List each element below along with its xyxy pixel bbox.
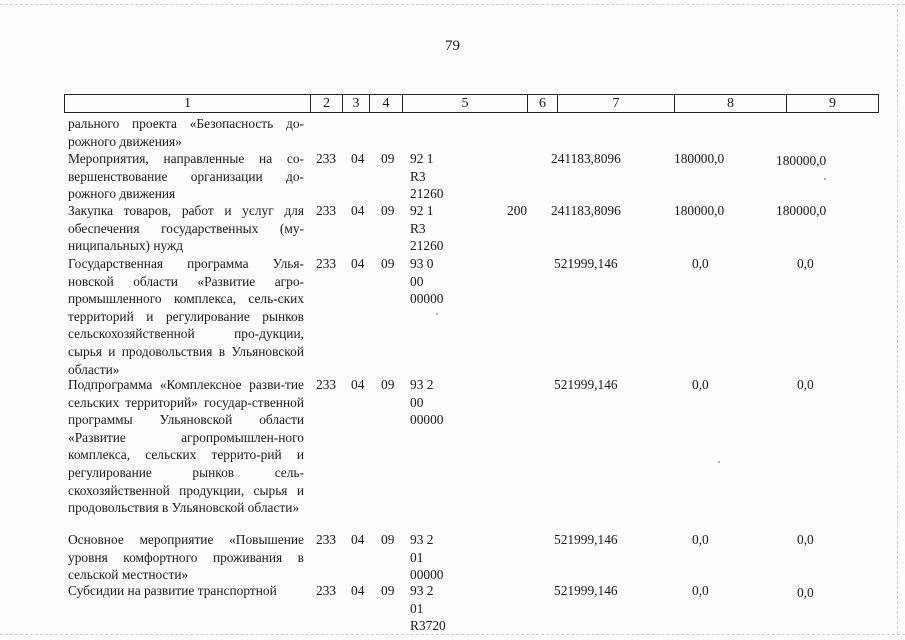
column-header-3: 3 (343, 95, 370, 113)
cell-col9: 0,0 (797, 532, 814, 547)
cell-col5: 93 2 01 R3720 (410, 583, 446, 634)
scan-speck (436, 313, 438, 315)
column-header-table (64, 94, 879, 113)
cell-col3: 04 (351, 256, 365, 271)
cell-col5: 93 2 00 00000 (410, 377, 444, 428)
cell-col2: 233 (316, 203, 337, 218)
cell-col4: 09 (381, 583, 395, 598)
cell-col9: 0,0 (797, 377, 814, 392)
cell-col7: 521999,146 (554, 583, 618, 598)
cell-col4: 09 (381, 151, 395, 166)
scan-speck (824, 178, 826, 180)
cell-col3: 04 (351, 203, 365, 218)
cell-col2: 233 (316, 151, 337, 166)
cell-col7: 521999,146 (554, 377, 618, 392)
cell-col8: 180000,0 (674, 151, 725, 166)
column-header-4: 4 (370, 95, 403, 113)
cell-col3: 04 (351, 583, 365, 598)
row-description: Закупка товаров, работ и услуг для обеспечения государственных (му-ниципальных) нужд (68, 203, 304, 254)
cell-col4: 09 (381, 203, 395, 218)
column-header-9: 9 (787, 95, 879, 113)
cell-col8: 0,0 (692, 256, 709, 271)
row-description: Мероприятия, направленные на со-вершенствование организации до-рожного движения (68, 151, 304, 202)
cell-col8: 0,0 (692, 532, 709, 547)
cell-col7: 241183,8096 (551, 203, 621, 218)
page-number: 79 (445, 38, 460, 54)
scan-speck (718, 461, 720, 463)
cell-col5: 93 2 01 00000 (410, 532, 444, 583)
cell-col5: 92 1 R3 21260 (410, 203, 444, 254)
row-description: рального проекта «Безопасность до-рожного движения» (68, 116, 304, 149)
cell-col8: 0,0 (692, 377, 709, 392)
cell-col6: 200 (507, 203, 528, 218)
cell-col5: 92 1 R3 21260 (410, 151, 444, 202)
cell-col2: 233 (316, 583, 337, 598)
cell-col3: 04 (351, 377, 365, 392)
cell-col4: 09 (381, 377, 395, 392)
column-header-5: 5 (403, 95, 528, 113)
cell-col4: 09 (381, 256, 395, 271)
cell-col7: 521999,146 (554, 256, 618, 271)
cell-col5: 93 0 00 00000 (410, 256, 444, 307)
cell-col9: 0,0 (797, 256, 814, 271)
page-edge-bottom (0, 634, 905, 635)
row-description: Субсидии на развитие транспортной (68, 583, 277, 598)
column-header-8: 8 (675, 95, 787, 113)
cell-col4: 09 (381, 532, 395, 547)
cell-col2: 233 (316, 532, 337, 547)
column-header-6: 6 (528, 95, 558, 113)
cell-col8: 0,0 (692, 583, 709, 598)
cell-col9: 180000,0 (776, 203, 827, 218)
cell-col2: 233 (316, 377, 337, 392)
cell-col8: 180000,0 (674, 203, 725, 218)
column-header-7: 7 (558, 95, 675, 113)
row-description: Государственная программа Улья-новской области «Развитие агро-промышленного комплекса, сель-ских территорий и регулирование рынков сельскохозяйственной про-дукции, сырья и продовольствия в Ульяновской области» (68, 256, 304, 377)
row-description: Подпрограмма «Комплексное разви-тие сельских территорий» государ-ственной программы Ульяновской области «Развитие агропромышлен-ного комплекса, сельских террито-рий и регулирование рынков сель-скохозяйственной продукции, сырья и продовольствия в Ульяновской области» (68, 377, 304, 516)
cell-col7: 241183,8096 (551, 151, 621, 166)
cell-col3: 04 (351, 532, 365, 547)
cell-col3: 04 (351, 151, 365, 166)
column-header-1: 1 (65, 95, 311, 113)
cell-col9: 0,0 (797, 585, 814, 600)
cell-col2: 233 (316, 256, 337, 271)
cell-col9: 180000,0 (776, 153, 827, 168)
column-header-row (65, 95, 879, 113)
page-edge-top (0, 4, 905, 5)
column-header-2: 2 (311, 95, 343, 113)
page-edge-right (897, 4, 898, 634)
row-description: Основное мероприятие «Повышение уровня комфортного проживания в сельской местности» (68, 532, 304, 583)
cell-col7: 521999,146 (554, 532, 618, 547)
